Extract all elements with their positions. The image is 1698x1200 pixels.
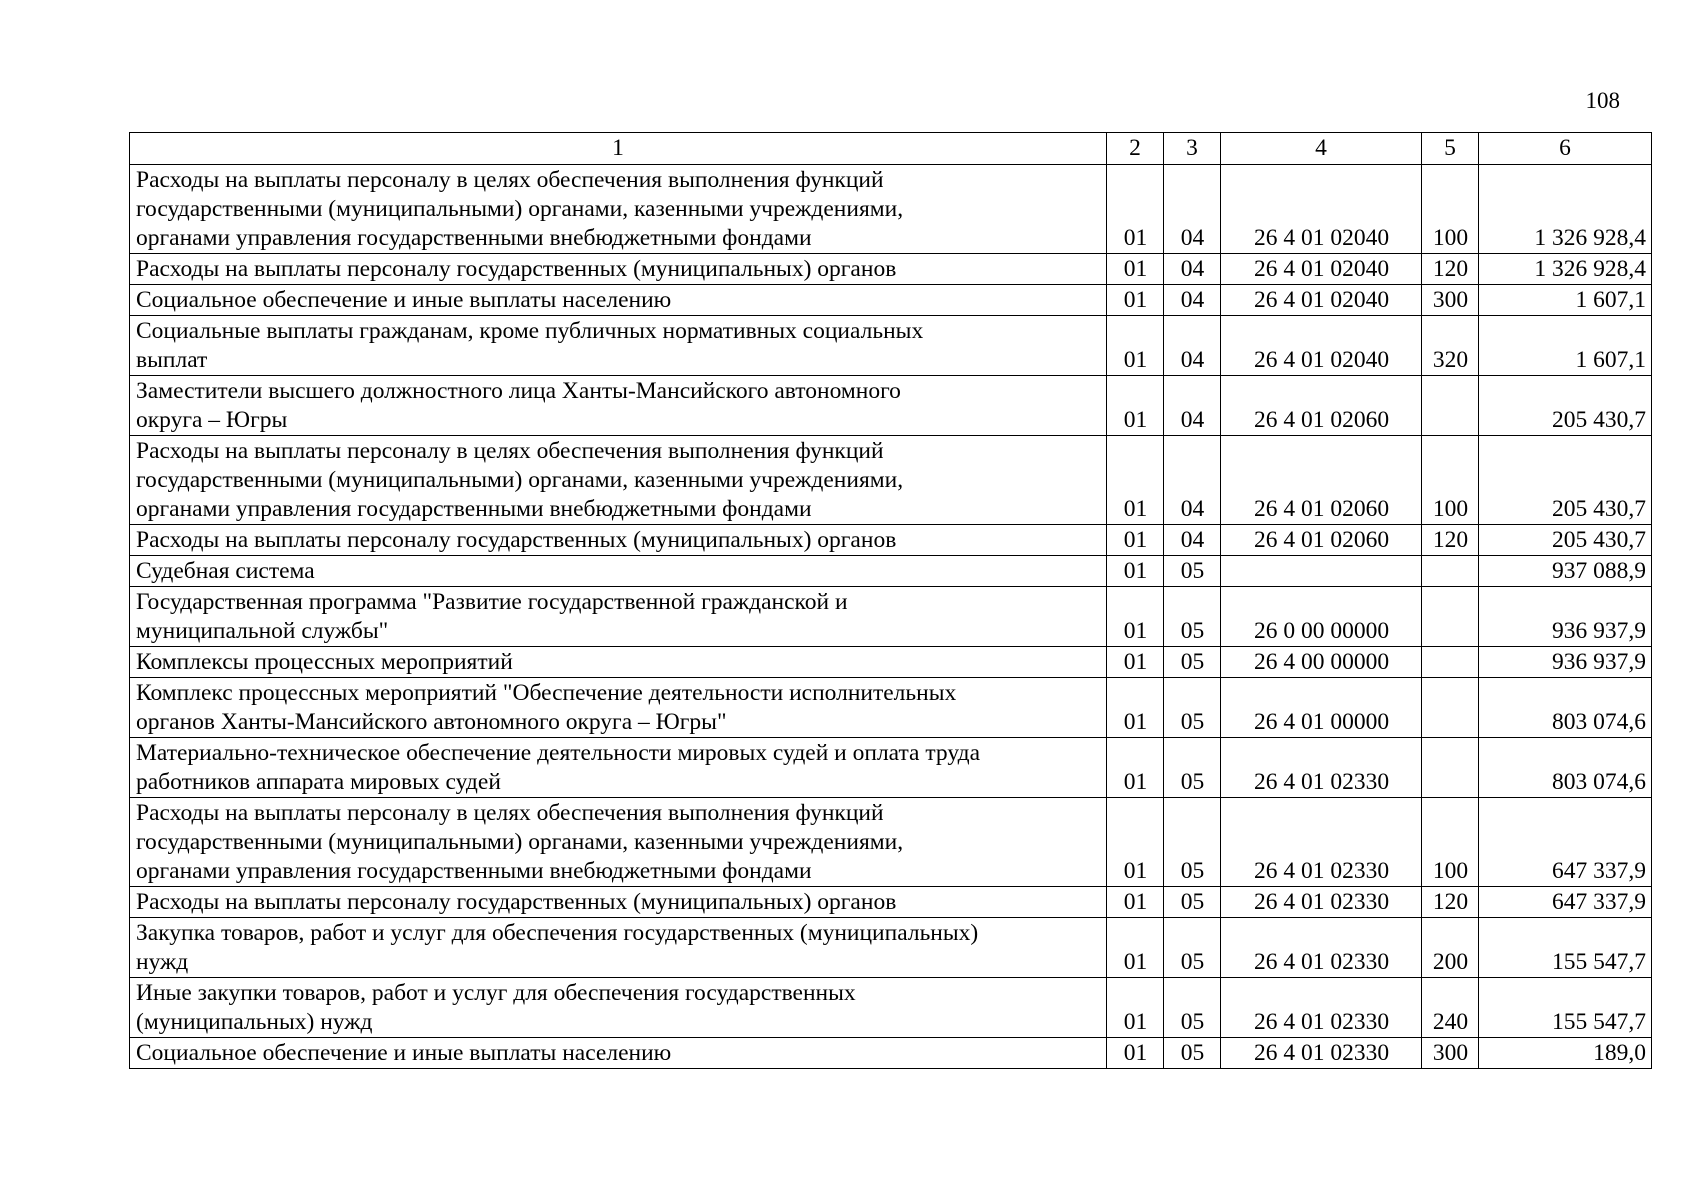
section-code-cell-text: 01 <box>1123 527 1148 553</box>
expense-type-cell-text: 100 <box>1432 858 1469 884</box>
expense-type-cell-text: 120 <box>1432 527 1469 553</box>
section-code-cell <box>1107 316 1164 376</box>
subsection-code-cell <box>1164 587 1221 647</box>
section-code-cell <box>1107 647 1164 678</box>
section-code-cell <box>1107 525 1164 556</box>
amount-cell <box>1479 556 1652 587</box>
target-article-cell <box>1221 738 1422 798</box>
amount-cell <box>1479 678 1652 738</box>
expense-type-cell-text: 120 <box>1432 889 1469 915</box>
table-row <box>130 285 1652 316</box>
amount-cell <box>1479 1038 1652 1069</box>
expense-type-cell <box>1422 285 1479 316</box>
row-name-cell <box>130 525 1107 556</box>
target-article-cell-text: 26 4 01 02040 <box>1253 287 1390 313</box>
header-col-2: 2 <box>1107 133 1164 165</box>
section-code-cell-text: 01 <box>1123 1040 1148 1066</box>
target-article-cell <box>1221 254 1422 285</box>
row-name-cell-text: Расходы на выплаты персоналу в целях обеспечения выполнения функций государственными (муниципальными) органами, казенными учреждениями, органами управления государственными внебюджетными фондами <box>136 438 904 522</box>
expense-type-cell <box>1422 978 1479 1038</box>
amount-cell <box>1479 525 1652 556</box>
target-article-cell <box>1221 376 1422 436</box>
subsection-code-cell-text: 04 <box>1180 496 1205 522</box>
table-row <box>130 918 1652 978</box>
subsection-code-cell-text: 04 <box>1180 287 1205 313</box>
amount-cell <box>1479 254 1652 285</box>
target-article-cell <box>1221 285 1422 316</box>
target-article-cell-text: 26 4 01 02040 <box>1253 225 1390 251</box>
row-name-cell <box>130 436 1107 525</box>
section-code-cell-text: 01 <box>1123 649 1148 675</box>
header-col-5: 5 <box>1422 133 1479 165</box>
subsection-code-cell <box>1164 798 1221 887</box>
row-name-cell-text: Социальное обеспечение и иные выплаты населению <box>136 1040 672 1066</box>
expense-type-cell-text: 120 <box>1432 256 1469 282</box>
section-code-cell-text: 01 <box>1123 407 1148 433</box>
amount-cell-text: 1 326 928,4 <box>1534 225 1646 251</box>
amount-cell <box>1479 285 1652 316</box>
row-name-cell-text: Расходы на выплаты персоналу государственных (муниципальных) органов <box>136 527 897 553</box>
row-name-cell <box>130 887 1107 918</box>
row-name-cell-text: Судебная система <box>136 558 315 584</box>
expense-type-cell <box>1422 738 1479 798</box>
target-article-cell-text: 26 4 01 02060 <box>1253 407 1390 433</box>
subsection-code-cell-text: 04 <box>1180 225 1205 251</box>
amount-cell-text: 803 074,6 <box>1552 709 1646 735</box>
section-code-cell-text: 01 <box>1123 709 1148 735</box>
table-row <box>130 1038 1652 1069</box>
subsection-code-cell <box>1164 525 1221 556</box>
target-article-cell <box>1221 556 1422 587</box>
target-article-cell-text: 26 4 01 02060 <box>1253 496 1390 522</box>
row-name-cell-text: Расходы на выплаты персоналу государственных (муниципальных) органов <box>136 256 897 282</box>
row-name-cell <box>130 556 1107 587</box>
section-code-cell <box>1107 738 1164 798</box>
section-code-cell-text: 01 <box>1123 496 1148 522</box>
row-name-cell <box>130 376 1107 436</box>
row-name-cell-text: Социальное обеспечение и иные выплаты населению <box>136 287 672 313</box>
subsection-code-cell-text: 05 <box>1180 1040 1205 1066</box>
header-col-1: 1 <box>130 133 1107 165</box>
section-code-cell-text: 01 <box>1123 287 1148 313</box>
target-article-cell <box>1221 525 1422 556</box>
expense-type-cell <box>1422 254 1479 285</box>
table-row <box>130 556 1652 587</box>
subsection-code-cell-text: 05 <box>1180 558 1205 584</box>
section-code-cell <box>1107 556 1164 587</box>
header-col-6: 6 <box>1479 133 1652 165</box>
target-article-cell-text: 26 4 00 00000 <box>1253 649 1390 675</box>
row-name-cell-text: Иные закупки товаров, работ и услуг для обеспечения государственных (муниципальных) нужд <box>136 980 856 1035</box>
expense-type-cell <box>1422 525 1479 556</box>
row-name-cell <box>130 254 1107 285</box>
page-number: 108 <box>1585 88 1620 113</box>
amount-cell <box>1479 316 1652 376</box>
amount-cell <box>1479 738 1652 798</box>
budget-table <box>129 132 1652 1069</box>
section-code-cell <box>1107 165 1164 254</box>
row-name-cell <box>130 647 1107 678</box>
target-article-cell <box>1221 587 1422 647</box>
section-code-cell <box>1107 678 1164 738</box>
row-name-cell-text: Расходы на выплаты персоналу в целях обеспечения выполнения функций государственными (муниципальными) органами, казенными учреждениями, органами управления государственными внебюджетными фондами <box>136 800 904 884</box>
amount-cell-text: 205 430,7 <box>1552 496 1646 522</box>
subsection-code-cell <box>1164 978 1221 1038</box>
target-article-cell-text: 26 4 01 02330 <box>1253 1009 1390 1035</box>
row-name-cell <box>130 587 1107 647</box>
expense-type-cell-text: 240 <box>1432 1009 1469 1035</box>
section-code-cell <box>1107 978 1164 1038</box>
subsection-code-cell <box>1164 647 1221 678</box>
amount-cell-text: 647 337,9 <box>1552 889 1646 915</box>
subsection-code-cell-text: 05 <box>1180 709 1205 735</box>
amount-cell-text: 189,0 <box>1593 1040 1646 1066</box>
target-article-cell <box>1221 887 1422 918</box>
header-row <box>130 133 1652 165</box>
subsection-code-cell <box>1164 738 1221 798</box>
row-name-cell-text: Государственная программа "Развитие государственной гражданской и муниципальной службы" <box>136 589 848 644</box>
subsection-code-cell <box>1164 165 1221 254</box>
table-row <box>130 254 1652 285</box>
expense-type-cell <box>1422 798 1479 887</box>
subsection-code-cell-text: 05 <box>1180 769 1205 795</box>
subsection-code-cell <box>1164 316 1221 376</box>
subsection-code-cell-text: 05 <box>1180 889 1205 915</box>
expense-type-cell-text: 300 <box>1432 1040 1469 1066</box>
table-row <box>130 647 1652 678</box>
section-code-cell-text: 01 <box>1123 225 1148 251</box>
target-article-cell <box>1221 316 1422 376</box>
table-row <box>130 587 1652 647</box>
table-row <box>130 738 1652 798</box>
amount-cell <box>1479 978 1652 1038</box>
expense-type-cell-text: 300 <box>1432 287 1469 313</box>
row-name-cell <box>130 918 1107 978</box>
amount-cell <box>1479 165 1652 254</box>
target-article-cell-text: 26 4 01 02040 <box>1253 347 1390 373</box>
target-article-cell <box>1221 436 1422 525</box>
subsection-code-cell <box>1164 436 1221 525</box>
amount-cell-text: 205 430,7 <box>1552 407 1646 433</box>
subsection-code-cell <box>1164 285 1221 316</box>
section-code-cell <box>1107 285 1164 316</box>
table-row <box>130 165 1652 254</box>
table-row <box>130 678 1652 738</box>
target-article-cell-text: 26 4 01 02330 <box>1253 769 1390 795</box>
section-code-cell <box>1107 587 1164 647</box>
section-code-cell <box>1107 436 1164 525</box>
header-col-3: 3 <box>1164 133 1221 165</box>
amount-cell <box>1479 587 1652 647</box>
row-name-cell <box>130 1038 1107 1069</box>
expense-type-cell-text: 320 <box>1432 347 1469 373</box>
subsection-code-cell <box>1164 1038 1221 1069</box>
subsection-code-cell-text: 05 <box>1180 1009 1205 1035</box>
expense-type-cell <box>1422 376 1479 436</box>
target-article-cell <box>1221 1038 1422 1069</box>
subsection-code-cell <box>1164 376 1221 436</box>
expense-type-cell <box>1422 436 1479 525</box>
amount-cell-text: 647 337,9 <box>1552 858 1646 884</box>
section-code-cell-text: 01 <box>1123 889 1148 915</box>
target-article-cell-text: 26 4 01 02060 <box>1253 527 1390 553</box>
row-name-cell <box>130 316 1107 376</box>
subsection-code-cell-text: 04 <box>1180 407 1205 433</box>
row-name-cell-text: Материально-техническое обеспечение деятельности мировых судей и оплата труда работников аппарата мировых судей <box>136 740 981 795</box>
table-row <box>130 316 1652 376</box>
section-code-cell <box>1107 376 1164 436</box>
subsection-code-cell-text: 04 <box>1180 256 1205 282</box>
subsection-code-cell-text: 04 <box>1180 347 1205 373</box>
expense-type-cell <box>1422 556 1479 587</box>
expense-type-cell-text: 100 <box>1432 496 1469 522</box>
section-code-cell-text: 01 <box>1123 256 1148 282</box>
row-name-cell <box>130 165 1107 254</box>
table-row <box>130 887 1652 918</box>
amount-cell <box>1479 647 1652 678</box>
section-code-cell-text: 01 <box>1123 858 1148 884</box>
amount-cell <box>1479 918 1652 978</box>
table-row <box>130 525 1652 556</box>
row-name-cell-text: Закупка товаров, работ и услуг для обеспечения государственных (муниципальных) нужд <box>136 920 979 975</box>
amount-cell <box>1479 798 1652 887</box>
expense-type-cell <box>1422 165 1479 254</box>
amount-cell-text: 937 088,9 <box>1552 558 1646 584</box>
target-article-cell <box>1221 165 1422 254</box>
expense-type-cell <box>1422 647 1479 678</box>
section-code-cell-text: 01 <box>1123 769 1148 795</box>
header-col-4: 4 <box>1221 133 1422 165</box>
target-article-cell <box>1221 647 1422 678</box>
subsection-code-cell <box>1164 887 1221 918</box>
section-code-cell-text: 01 <box>1123 558 1148 584</box>
subsection-code-cell-text: 05 <box>1180 618 1205 644</box>
subsection-code-cell-text: 05 <box>1180 649 1205 675</box>
row-name-cell <box>130 978 1107 1038</box>
target-article-cell <box>1221 798 1422 887</box>
section-code-cell-text: 01 <box>1123 1009 1148 1035</box>
target-article-cell <box>1221 978 1422 1038</box>
target-article-cell-text: 26 4 01 02330 <box>1253 889 1390 915</box>
table-row <box>130 798 1652 887</box>
amount-cell-text: 936 937,9 <box>1552 649 1646 675</box>
row-name-cell-text: Расходы на выплаты персоналу в целях обеспечения выполнения функций государственными (муниципальными) органами, казенными учреждениями, органами управления государственными внебюджетными фондами <box>136 167 904 251</box>
amount-cell <box>1479 376 1652 436</box>
subsection-code-cell-text: 04 <box>1180 527 1205 553</box>
row-name-cell <box>130 678 1107 738</box>
subsection-code-cell <box>1164 556 1221 587</box>
table-row <box>130 978 1652 1038</box>
section-code-cell-text: 01 <box>1123 347 1148 373</box>
section-code-cell-text: 01 <box>1123 618 1148 644</box>
amount-cell-text: 803 074,6 <box>1552 769 1646 795</box>
amount-cell-text: 155 547,7 <box>1552 1009 1646 1035</box>
amount-cell-text: 1 607,1 <box>1575 347 1646 373</box>
amount-cell-text: 205 430,7 <box>1552 527 1646 553</box>
subsection-code-cell-text: 05 <box>1180 949 1205 975</box>
target-article-cell-text: 26 4 01 00000 <box>1253 709 1390 735</box>
amount-cell-text: 1 326 928,4 <box>1534 256 1646 282</box>
table-row <box>130 376 1652 436</box>
target-article-cell <box>1221 918 1422 978</box>
expense-type-cell <box>1422 316 1479 376</box>
row-name-cell <box>130 285 1107 316</box>
section-code-cell <box>1107 254 1164 285</box>
row-name-cell-text: Комплексы процессных мероприятий <box>136 649 513 675</box>
amount-cell-text: 936 937,9 <box>1552 618 1646 644</box>
row-name-cell-text: Комплекс процессных мероприятий "Обеспечение деятельности исполнительных органов Ханты-Мансийского автономного округа – Югры" <box>136 680 957 735</box>
section-code-cell <box>1107 887 1164 918</box>
row-name-cell-text: Заместители высшего должностного лица Ханты-Мансийского автономного округа – Югры <box>136 378 901 433</box>
section-code-cell <box>1107 1038 1164 1069</box>
section-code-cell <box>1107 918 1164 978</box>
target-article-cell-text: 26 4 01 02040 <box>1253 256 1390 282</box>
target-article-cell-text: 26 0 00 00000 <box>1253 618 1390 644</box>
row-name-cell-text: Расходы на выплаты персоналу государственных (муниципальных) органов <box>136 889 897 915</box>
table-row <box>130 436 1652 525</box>
expense-type-cell <box>1422 1038 1479 1069</box>
expense-type-cell <box>1422 678 1479 738</box>
row-name-cell <box>130 738 1107 798</box>
row-name-cell-text: Социальные выплаты гражданам, кроме публичных нормативных социальных выплат <box>136 318 924 373</box>
row-name-cell <box>130 798 1107 887</box>
target-article-cell-text: 26 4 01 02330 <box>1253 1040 1390 1066</box>
amount-cell <box>1479 436 1652 525</box>
section-code-cell <box>1107 798 1164 887</box>
expense-type-cell-text: 200 <box>1432 949 1469 975</box>
target-article-cell <box>1221 678 1422 738</box>
amount-cell-text: 1 607,1 <box>1575 287 1646 313</box>
subsection-code-cell <box>1164 918 1221 978</box>
expense-type-cell <box>1422 887 1479 918</box>
subsection-code-cell <box>1164 254 1221 285</box>
amount-cell-text: 155 547,7 <box>1552 949 1646 975</box>
expense-type-cell <box>1422 918 1479 978</box>
amount-cell <box>1479 887 1652 918</box>
target-article-cell-text: 26 4 01 02330 <box>1253 949 1390 975</box>
subsection-code-cell-text: 05 <box>1180 858 1205 884</box>
table-body <box>130 165 1652 1069</box>
expense-type-cell <box>1422 587 1479 647</box>
expense-type-cell-text: 100 <box>1432 225 1469 251</box>
subsection-code-cell <box>1164 678 1221 738</box>
target-article-cell-text: 26 4 01 02330 <box>1253 858 1390 884</box>
section-code-cell-text: 01 <box>1123 949 1148 975</box>
